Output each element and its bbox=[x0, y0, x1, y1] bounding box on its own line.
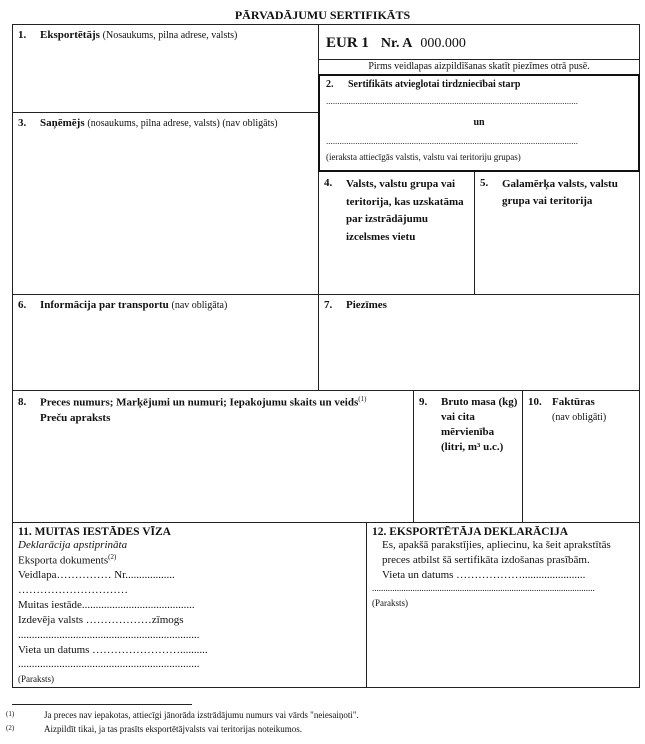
footnote-1: (1) Ja preces nav iepakotas, attiecīgi jānorāda izstrādājumu numurs vai vārds "neiesaiņoti". bbox=[6, 710, 359, 720]
box-exporter: 1. Eksportētājs (Nosaukums, pilna adrese, valsts) bbox=[18, 29, 238, 41]
certificate-note: Pirms veidlapas aizpildīšanas skatīt piezīmes otrā pusē. bbox=[368, 61, 590, 72]
box-gross-mass: 9. Bruto masa (kg) vai cita mērvienība (litri, m³ u.c.) bbox=[419, 396, 518, 453]
box-goods: 8. Preces numurs; Marķējumi un numuri; Iepakojumu skaits un veids$^{(1)}$ Preču apraksts bbox=[18, 395, 367, 424]
box-customs-endorsement: 11. MUITAS IESTĀDES VĪZA Deklarācija apstiprināta Eksporta dokuments$^{(2)}$ Veidlapa…………… Nr.................. ………………………… Muitas iestāde......................................... Izdevēja valsts ………………zīmogs .................................................................. Vieta un datums …………………….......... .................................................................. (Paraksts) bbox=[18, 526, 208, 685]
box-transport: 6. Informācija par transportu (nav obligāta) bbox=[18, 299, 228, 311]
box-exporter-declaration: 12. EKSPORTĒTĀJA DEKLARĀCIJA Es, apakšā parakstījies, apliecinu, ka šeit aprakstītās preces atbilst šā sertifikāta izdošanas prasībām. Vieta un datums ………………....................... ................................................................................................... (Paraksts) bbox=[372, 526, 611, 608]
box-remarks: 7. Piezīmes bbox=[324, 299, 387, 311]
form-title: PĀRVADĀJUMU SERTIFIKĀTS bbox=[234, 8, 411, 22]
footnote-2: (2) Aizpildīt tikai, ja tas prasīts eksportētājvalsts vai teritorijas noteikumos. bbox=[6, 724, 302, 734]
box-invoices: 10. Faktūras (nav obligāti) bbox=[528, 396, 607, 423]
box-destination: 5. Galamērķa valsts, valstu grupa vai teritorija bbox=[480, 177, 618, 207]
box-consignee: 3. Saņēmējs (nosaukums, pilna adrese, valsts) (nav obligāts) bbox=[18, 117, 278, 129]
certificate-number: EUR 1 Nr. A 000.000 bbox=[326, 35, 466, 51]
box-origin: 4. Valsts, valstu grupa vai teritorija, kas uzskatāma par izstrādājumu izcelsmes vietu bbox=[324, 177, 464, 243]
